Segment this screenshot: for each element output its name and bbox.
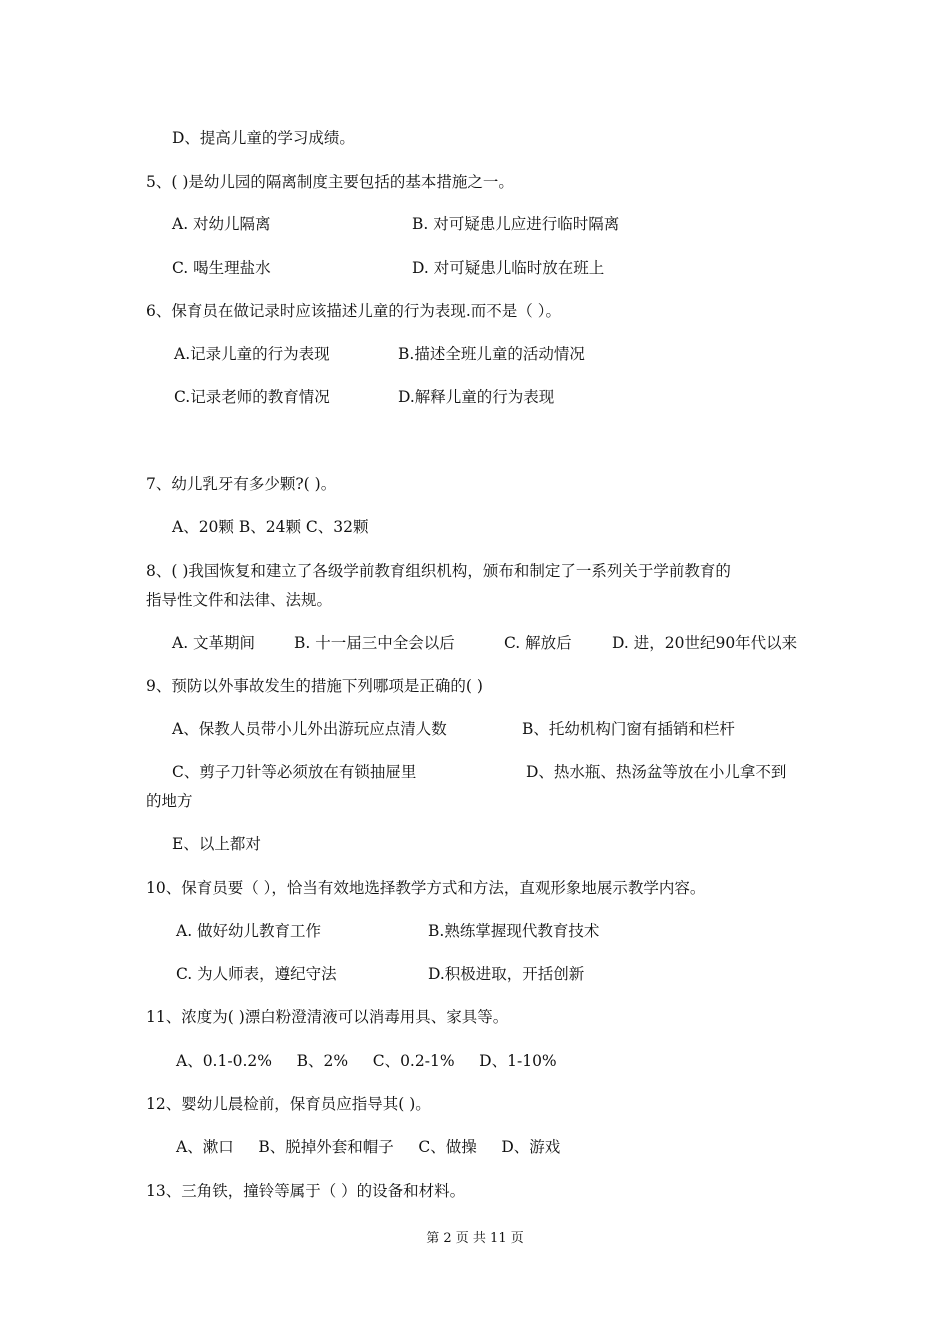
q6-stem: 6、保育员在做记录时应该描述儿童的行为表现.而不是（ ）。 [146,302,561,320]
q9-stem: 9、预防以外事故发生的措施下列哪项是正确的( ) [146,677,483,695]
q8-option-c: C. 解放后 [504,634,572,652]
q5-option-b: B. 对可疑患儿应进行临时隔离 [412,215,620,233]
q9-option-e: E、以上都对 [172,835,261,853]
q12-stem: 12、婴幼儿晨检前，保育员应指导其( )。 [146,1095,431,1113]
q6-option-a: A.记录儿童的行为表现 [174,345,330,363]
q9-option-c: C、剪子刀针等必须放在有锁抽屉里 [172,763,417,781]
q7-stem: 7、幼儿乳牙有多少颗?( )。 [146,475,337,493]
q5-option-a: A. 对幼儿隔离 [172,215,271,233]
q10-option-c: C. 为人师表，遵纪守法 [176,965,337,983]
q8-stem-line2: 指导性文件和法律、法规。 [146,591,333,609]
q11-stem: 11、浓度为( )漂白粉澄清液可以消毒用具、家具等。 [146,1008,509,1026]
q10-stem: 10、保育员要（ ），恰当有效地选择教学方式和方法，直观形象地展示教学内容。 [146,879,706,897]
q8-stem-line1: 8、( )我国恢复和建立了各级学前教育组织机构，颁布和制定了一系列关于学前教育的 [146,562,731,580]
q10-option-d: D.积极进取，开括创新 [428,965,585,983]
q10-option-a: A. 做好幼儿教育工作 [176,922,322,940]
q6-option-d: D.解释儿童的行为表现 [398,388,555,406]
q11-options: A、0.1-0.2% B、2% C、0.2-1% D、1-10% [176,1052,557,1070]
q9-option-d-line2: 的地方 [146,792,193,810]
q13-stem: 13、三角铁，撞铃等属于（ ）的设备和材料。 [146,1182,466,1200]
q5-option-c: C. 喝生理盐水 [172,259,271,277]
q9-option-d-line1: D、热水瓶、热汤盆等放在小儿拿不到 [526,763,787,781]
q6-option-c: C.记录老师的教育情况 [174,388,330,406]
q7-options: A、20颗 B、24颗 C、32颗 [172,518,369,536]
q8-option-a: A. 文革期间 [172,634,256,652]
q4-option-d: D、提高儿童的学习成绩。 [172,129,355,147]
q8-option-b: B. 十一届三中全会以后 [294,634,455,652]
q9-option-b: B、托幼机构门窗有插销和栏杆 [522,720,735,738]
q5-option-d: D. 对可疑患儿临时放在班上 [412,259,605,277]
q9-option-a: A、保教人员带小儿外出游玩应点清人数 [172,720,447,738]
q5-stem: 5、( )是幼儿园的隔离制度主要包括的基本措施之一。 [146,173,514,191]
q10-option-b: B.熟练掌握现代教育技术 [428,922,600,940]
page-number-footer: 第 2 页 共 11 页 [426,1231,524,1246]
q8-option-d: D. 进，20世纪90年代以来 [612,634,798,652]
q12-options: A、漱口 B、脱掉外套和帽子 C、做操 D、游戏 [176,1138,561,1156]
q6-option-b: B.描述全班儿童的活动情况 [398,345,585,363]
